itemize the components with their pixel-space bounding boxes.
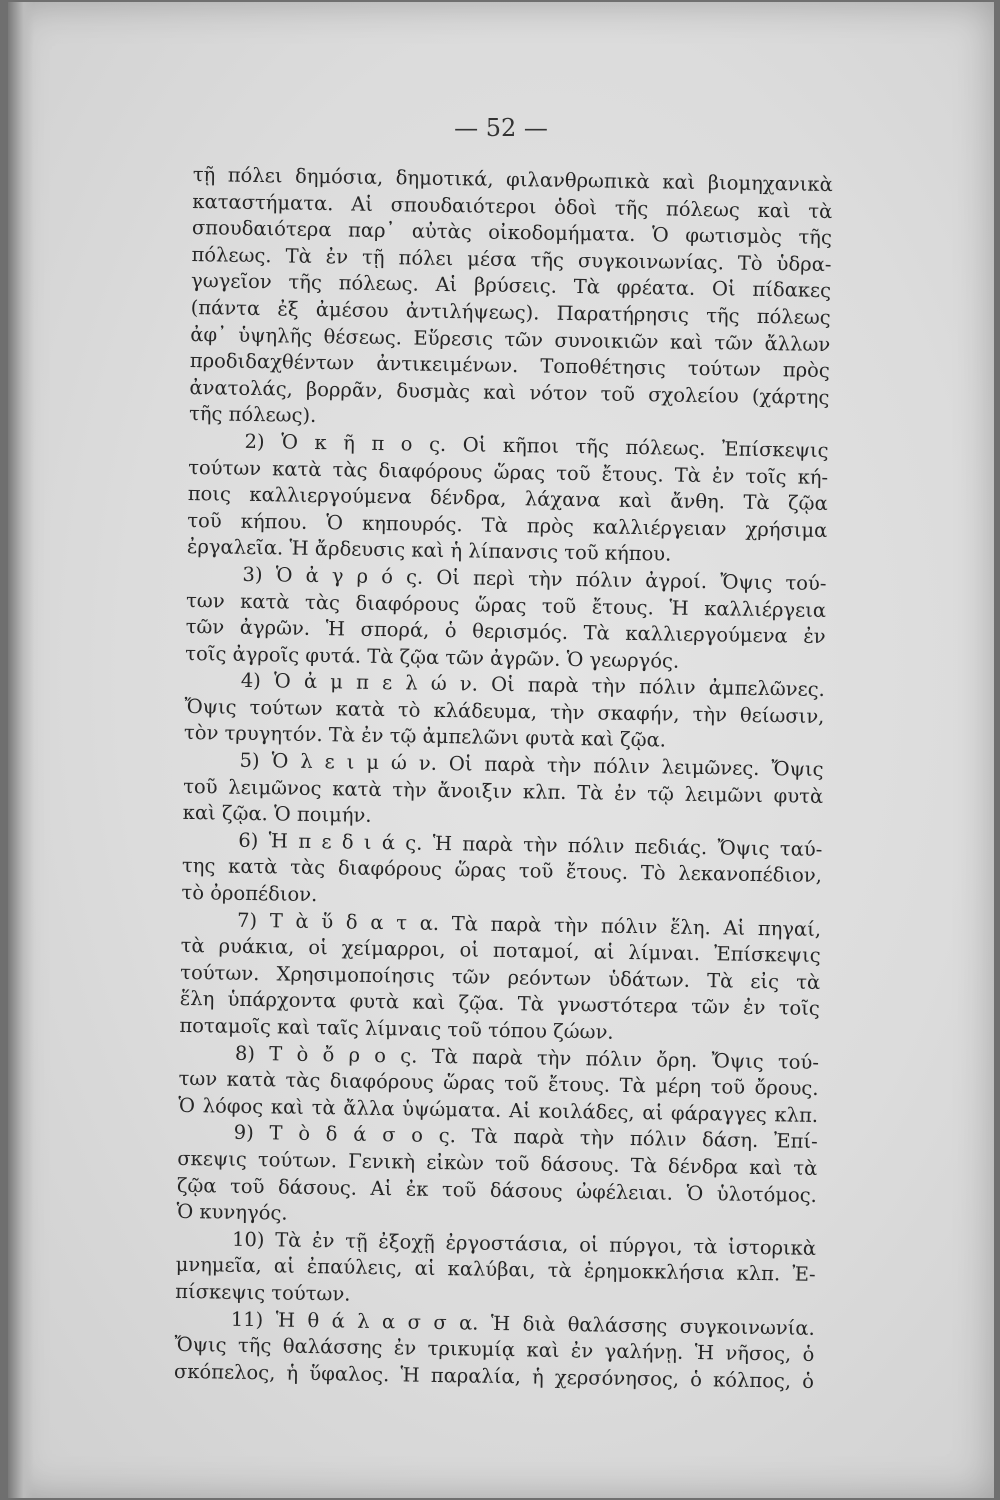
text-line: 2) Ὁ κ ῆ π ο ς. Οἱ κῆποι τῆς πόλεως. Ἐπίσκεψις — [244, 429, 829, 462]
text-line: τοῖς ἀγροῖς φυτά. Τὰ ζῷα τῶν ἀγρῶν. Ὁ γεωργός. — [185, 641, 680, 673]
text-line: μνημεῖα, αἱ ἐπαύλεις, αἱ καλύβαι, τὰ ἐρημοκκλήσια κλπ. Ἐ- — [175, 1253, 816, 1287]
text-line: πίσκεψις τούτων. — [175, 1279, 351, 1306]
text-line: ἕλη ὑπάρχοντα φυτὰ καὶ ζῷα. Τὰ γνωστότερα τῶν ἐν τοῖς — [179, 987, 820, 1021]
text-line: τὰ ρυάκια, οἱ χείμαρροι, οἱ ποταμοί, αἱ λίμναι. Ἐπίσκεψις — [180, 934, 821, 968]
text-line: 11) Ἡ θ ά λ α σ σ α. Ἡ διὰ θαλάσσης συγκοινωνία. — [230, 1307, 815, 1340]
text-line: ἀνατολάς, βορρᾶν, δυσμὰς καὶ νότον τοῦ σχολείου (χάρτης — [189, 375, 830, 409]
text-line: 4) Ὁ ἀ μ π ε λ ώ ν. Οἱ παρὰ τὴν πόλιν ἀμπελῶνες. — [240, 669, 825, 702]
text-line: Ὄψις τῆς θαλάσσης ἐν τρικυμίᾳ καὶ ἐν γαλήνῃ. Ἡ νῆσος, ὁ — [174, 1332, 815, 1367]
text-line: τῇ πόλει δημόσια, δημοτικά, φιλανθρωπικὰ καὶ βιομηχανικὰ — [192, 162, 833, 197]
text-line: καὶ ζῷα. Ὁ ποιμήν. — [182, 801, 372, 828]
text-line: 6) Ἡ π ε δ ι ά ς. Ἡ παρὰ τὴν πόλιν πεδιάς. Ὄψις ταύ- — [238, 828, 823, 861]
text-line: ποις καλλιεργούμενα δένδρα, λάχανα καὶ ἄνθη. Τὰ ζῷα — [187, 482, 828, 516]
text-line: ἐργαλεῖα. Ἡ ἄρδευσις καὶ ἡ λίπανσις τοῦ κήπου. — [186, 535, 672, 566]
page-gutter-shadow — [8, 2, 34, 1498]
text-line: τοῦ λειμῶνος κατὰ τὴν ἄνοιξιν κλπ. Τὰ ἐν τῷ λειμῶνι φυτὰ — [183, 774, 824, 808]
text-line: γωγεῖον τῆς πόλεως. Αἱ βρύσεις. Τὰ φρέατα. Οἱ πίδακες — [190, 269, 832, 303]
text-line: σκόπελος, ἡ ὕφαλος. Ἡ παραλία, ἡ χερσόνησος, ὁ κόλπος, ὁ — [173, 1359, 815, 1393]
text-line: ἀφ᾽ ὑψηλῆς θέσεως. Εὕρεσις τῶν συνοικιῶν καὶ τῶν ἄλλων — [190, 322, 831, 356]
text-line: 10) Τὰ ἐν τῇ ἐξοχῇ ἐργοστάσια, οἱ πύργοι, τὰ ἱστορικὰ — [231, 1227, 817, 1260]
text-line: σπουδαιότερα παρ᾽ αὐτὰς οἰκοδομήματα. Ὁ φωτισμὸς τῆς — [191, 216, 833, 250]
text-line: των κατὰ τὰς διαφόρους ὥρας τοῦ ἔτους. Τὰ μέρη τοῦ ὄρους. — [178, 1067, 819, 1101]
text-line: τὸν τρυγητόν. Τὰ ἐν τῷ ἀμπελῶνι φυτὰ καὶ ζῷα. — [183, 721, 667, 752]
text-line: προδιδαχθέντων ἀντικειμένων. Τοποθέτησις τούτων πρὸς — [189, 349, 830, 383]
text-line: ζῷα τοῦ δάσους. Αἱ ἐκ τοῦ δάσους ὠφέλειαι. Ὁ ὑλοτόμος. — [176, 1173, 818, 1207]
scanned-page — [8, 2, 994, 1498]
text-line: καταστήματα. Αἱ σπουδαιότεροι ὁδοὶ τῆς πόλεως καὶ τὰ — [192, 189, 833, 223]
text-line: 3) Ὁ ἀ γ ρ ό ς. Οἱ περὶ τὴν πόλιν ἀγροί. Ὄψις τού- — [242, 562, 827, 595]
text-line: 7) Τ ὰ ὕ δ α τ α. Τὰ παρὰ τὴν πόλιν ἕλη. Αἱ πηγαί, — [236, 908, 822, 941]
text-line: των κατὰ τὰς διαφόρους ὥρας τοῦ ἔτους. Ἡ καλλιέργεια — [185, 588, 827, 622]
text-line: 5) Ὁ λ ε ι μ ώ ν. Οἱ παρὰ τὴν πόλιν λειμῶνες. Ὄψις — [239, 748, 824, 782]
text-line: Ὁ κυνηγός. — [176, 1200, 288, 1225]
body-text — [174, 162, 833, 1395]
text-line: 9) Τ ὸ δ ά σ ο ς. Τὰ παρὰ τὴν πόλιν δάση. Ἐπί- — [233, 1121, 818, 1154]
text-line: τῶν ἀγρῶν. Ἡ σπορά, ὁ θερισμός. Τὰ καλλιεργούμενα ἐν — [185, 615, 826, 649]
text-line: ποταμοῖς καὶ ταῖς λίμναις τοῦ τόπου ζώων. — [179, 1013, 614, 1044]
text-line: πόλεως. Τὰ ἐν τῇ πόλει μέσα τῆς συγκοινωνίας. Τὸ ὑδρα- — [191, 242, 832, 276]
text-line: (πάντα ἐξ ἀμέσου ἀντιλήψεως). Παρατήρησις τῆς πόλεως — [190, 295, 831, 330]
text-line: Ὁ λόφος καὶ τὰ ἄλλα ὑψώματα. Αἱ κοιλάδες, αἱ φάραγγες κλπ. — [178, 1093, 819, 1127]
text-line: τὸ ὀροπέδιον. — [181, 880, 318, 907]
page-number: — 52 — — [454, 114, 548, 142]
text-line: 8) Τ ὸ ὄ ρ ο ς. Τὰ παρὰ τὴν πόλιν ὄρη. Ὄψις τού- — [234, 1041, 820, 1074]
text-line: τῆς πόλεως). — [188, 402, 317, 428]
text-line: τούτων. Χρησιμοποίησις τῶν ρεόντων ὑδάτων. Τὰ εἰς τὰ — [180, 960, 821, 994]
text-line: σκεψις τούτων. Γενικὴ εἰκὼν τοῦ δάσους. Τὰ δένδρα καὶ τὰ — [177, 1146, 818, 1180]
text-line: της κατὰ τὰς διαφόρους ὥρας τοῦ ἔτους. Τὸ λεκανοπέδιον, — [181, 854, 823, 888]
text-line: τοῦ κήπου. Ὁ κηπουρός. Τὰ πρὸς καλλιέργειαν χρήσιμα — [187, 508, 828, 542]
text-line: Ὄψις τούτων κατὰ τὸ κλάδευμα, τὴν σκαφήν, τὴν θείωσιν, — [184, 694, 825, 728]
text-line: τούτων κατὰ τὰς διαφόρους ὥρας τοῦ ἔτους. Τὰ ἐν τοῖς κή- — [188, 455, 829, 489]
